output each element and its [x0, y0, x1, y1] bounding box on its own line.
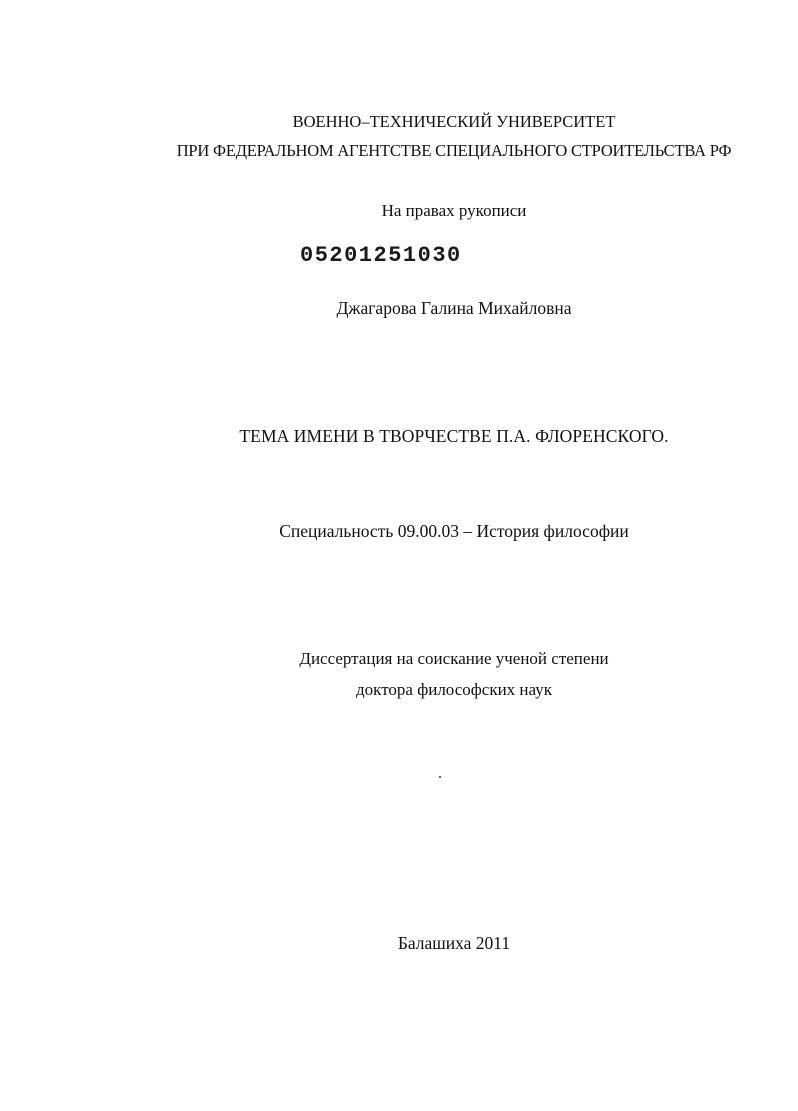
stray-mark [439, 776, 441, 778]
university-name: ВОЕННО–ТЕХНИЧЕСКИЙ УНИВЕРСИТЕТ [292, 112, 616, 131]
registration-number: 05201251030 [300, 243, 462, 268]
author-name: Джагарова Галина Михайловна [336, 298, 572, 318]
degree-statement-line-2: доктора философских наук [356, 680, 552, 699]
dissertation-title: ТЕМА ИМЕНИ В ТВОРЧЕСТВЕ П.А. ФЛОРЕНСКОГО. [239, 426, 669, 446]
degree-statement-line-1: Диссертация на соискание ученой степени [299, 649, 609, 668]
specialty: Специальность 09.00.03 – История философии [279, 521, 629, 541]
rights-note: На правах рукописи [381, 201, 527, 220]
city-year: Балашиха 2011 [397, 933, 511, 953]
university-affiliation: ПРИ ФЕДЕРАЛЬНОМ АГЕНТСТВЕ СПЕЦИАЛЬНОГО СТРОИТЕЛЬСТВА РФ [176, 141, 732, 160]
